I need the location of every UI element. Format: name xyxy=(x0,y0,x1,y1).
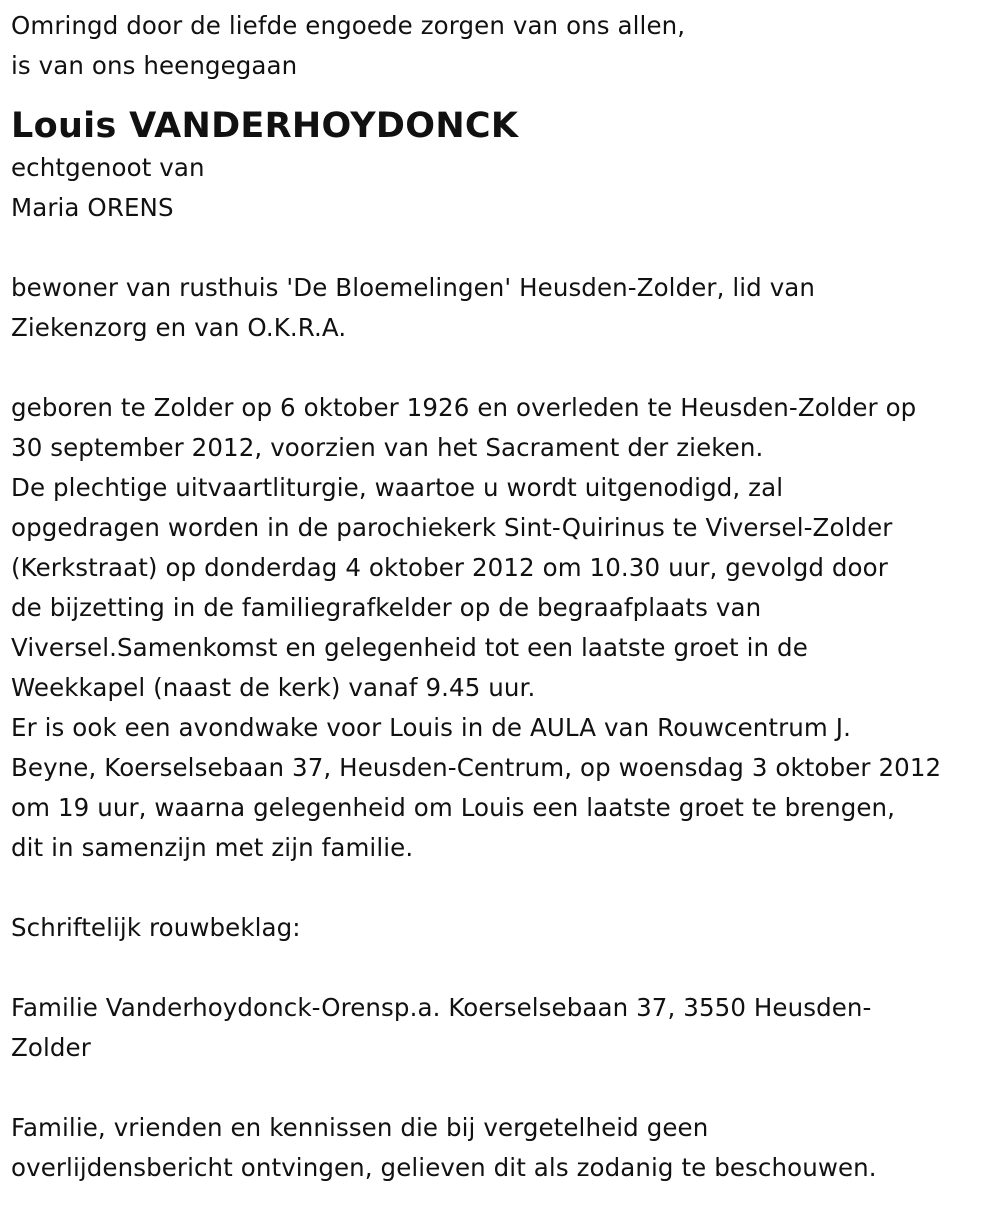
intro-line-1: Omringd door de liefde engoede zorgen van ons allen, xyxy=(11,11,686,40)
spacer xyxy=(11,348,1000,388)
spacer xyxy=(11,868,1000,908)
membership-line-1: bewoner van rusthuis 'De Bloemelingen' Heusden-Zolder, lid van xyxy=(11,273,816,302)
details-line: geboren te Zolder op 6 oktober 1926 en overleden te Heusden-Zolder op xyxy=(11,393,917,422)
intro-line-2: is van ons heengegaan xyxy=(11,51,298,80)
details-line: (Kerkstraat) op donderdag 4 oktober 2012 om 10.30 uur, gevolgd door xyxy=(11,553,888,582)
condolence-address-line-1: Familie Vanderhoydonck-Orensp.a. Koerselsebaan 37, 3550 Heusden- xyxy=(11,993,872,1022)
details-line: om 19 uur, waarna gelegenheid om Louis een laatste groet te brengen, xyxy=(11,793,896,822)
details-line: Weekkapel (naast de kerk) vanaf 9.45 uur. xyxy=(11,673,536,702)
closing-line-2: overlijdensbericht ontvingen, gelieven dit als zodanig te beschouwen. xyxy=(11,1153,877,1182)
details-line: Viversel.Samenkomst en gelegenheid tot een laatste groet in de xyxy=(11,633,808,662)
spacer xyxy=(11,228,1000,268)
details-line: Beyne, Koerselsebaan 37, Heusden-Centrum, op woensdag 3 oktober 2012 xyxy=(11,753,942,782)
details-paragraph xyxy=(11,388,1000,868)
spacer xyxy=(11,1068,1000,1108)
details-line: opgedragen worden in de parochiekerk Sint-Quirinus te Viversel-Zolder xyxy=(11,513,893,542)
spouse-name: Maria ORENS xyxy=(11,193,174,222)
spouse-label: echtgenoot van xyxy=(11,153,205,182)
details-line: De plechtige uitvaartliturgie, waartoe u wordt uitgenodigd, zal xyxy=(11,473,784,502)
details-line: 30 september 2012, voorzien van het Sacrament der zieken. xyxy=(11,433,764,462)
details-line: dit in samenzijn met zijn familie. xyxy=(11,833,414,862)
condolence-label: Schriftelijk rouwbeklag: xyxy=(11,913,301,942)
membership-line-2: Ziekenzorg en van O.K.R.A. xyxy=(11,313,347,342)
details-line: de bijzetting in de familiegrafkelder op de begraafplaats van xyxy=(11,593,762,622)
spacer xyxy=(11,948,1000,988)
details-line: Er is ook een avondwake voor Louis in de AULA van Rouwcentrum J. xyxy=(11,713,851,742)
closing-line-1: Familie, vrienden en kennissen die bij vergetelheid geen xyxy=(11,1113,709,1142)
condolence-address-line-2: Zolder xyxy=(11,1033,91,1062)
deceased-name: Louis VANDERHOYDONCK xyxy=(11,106,519,146)
